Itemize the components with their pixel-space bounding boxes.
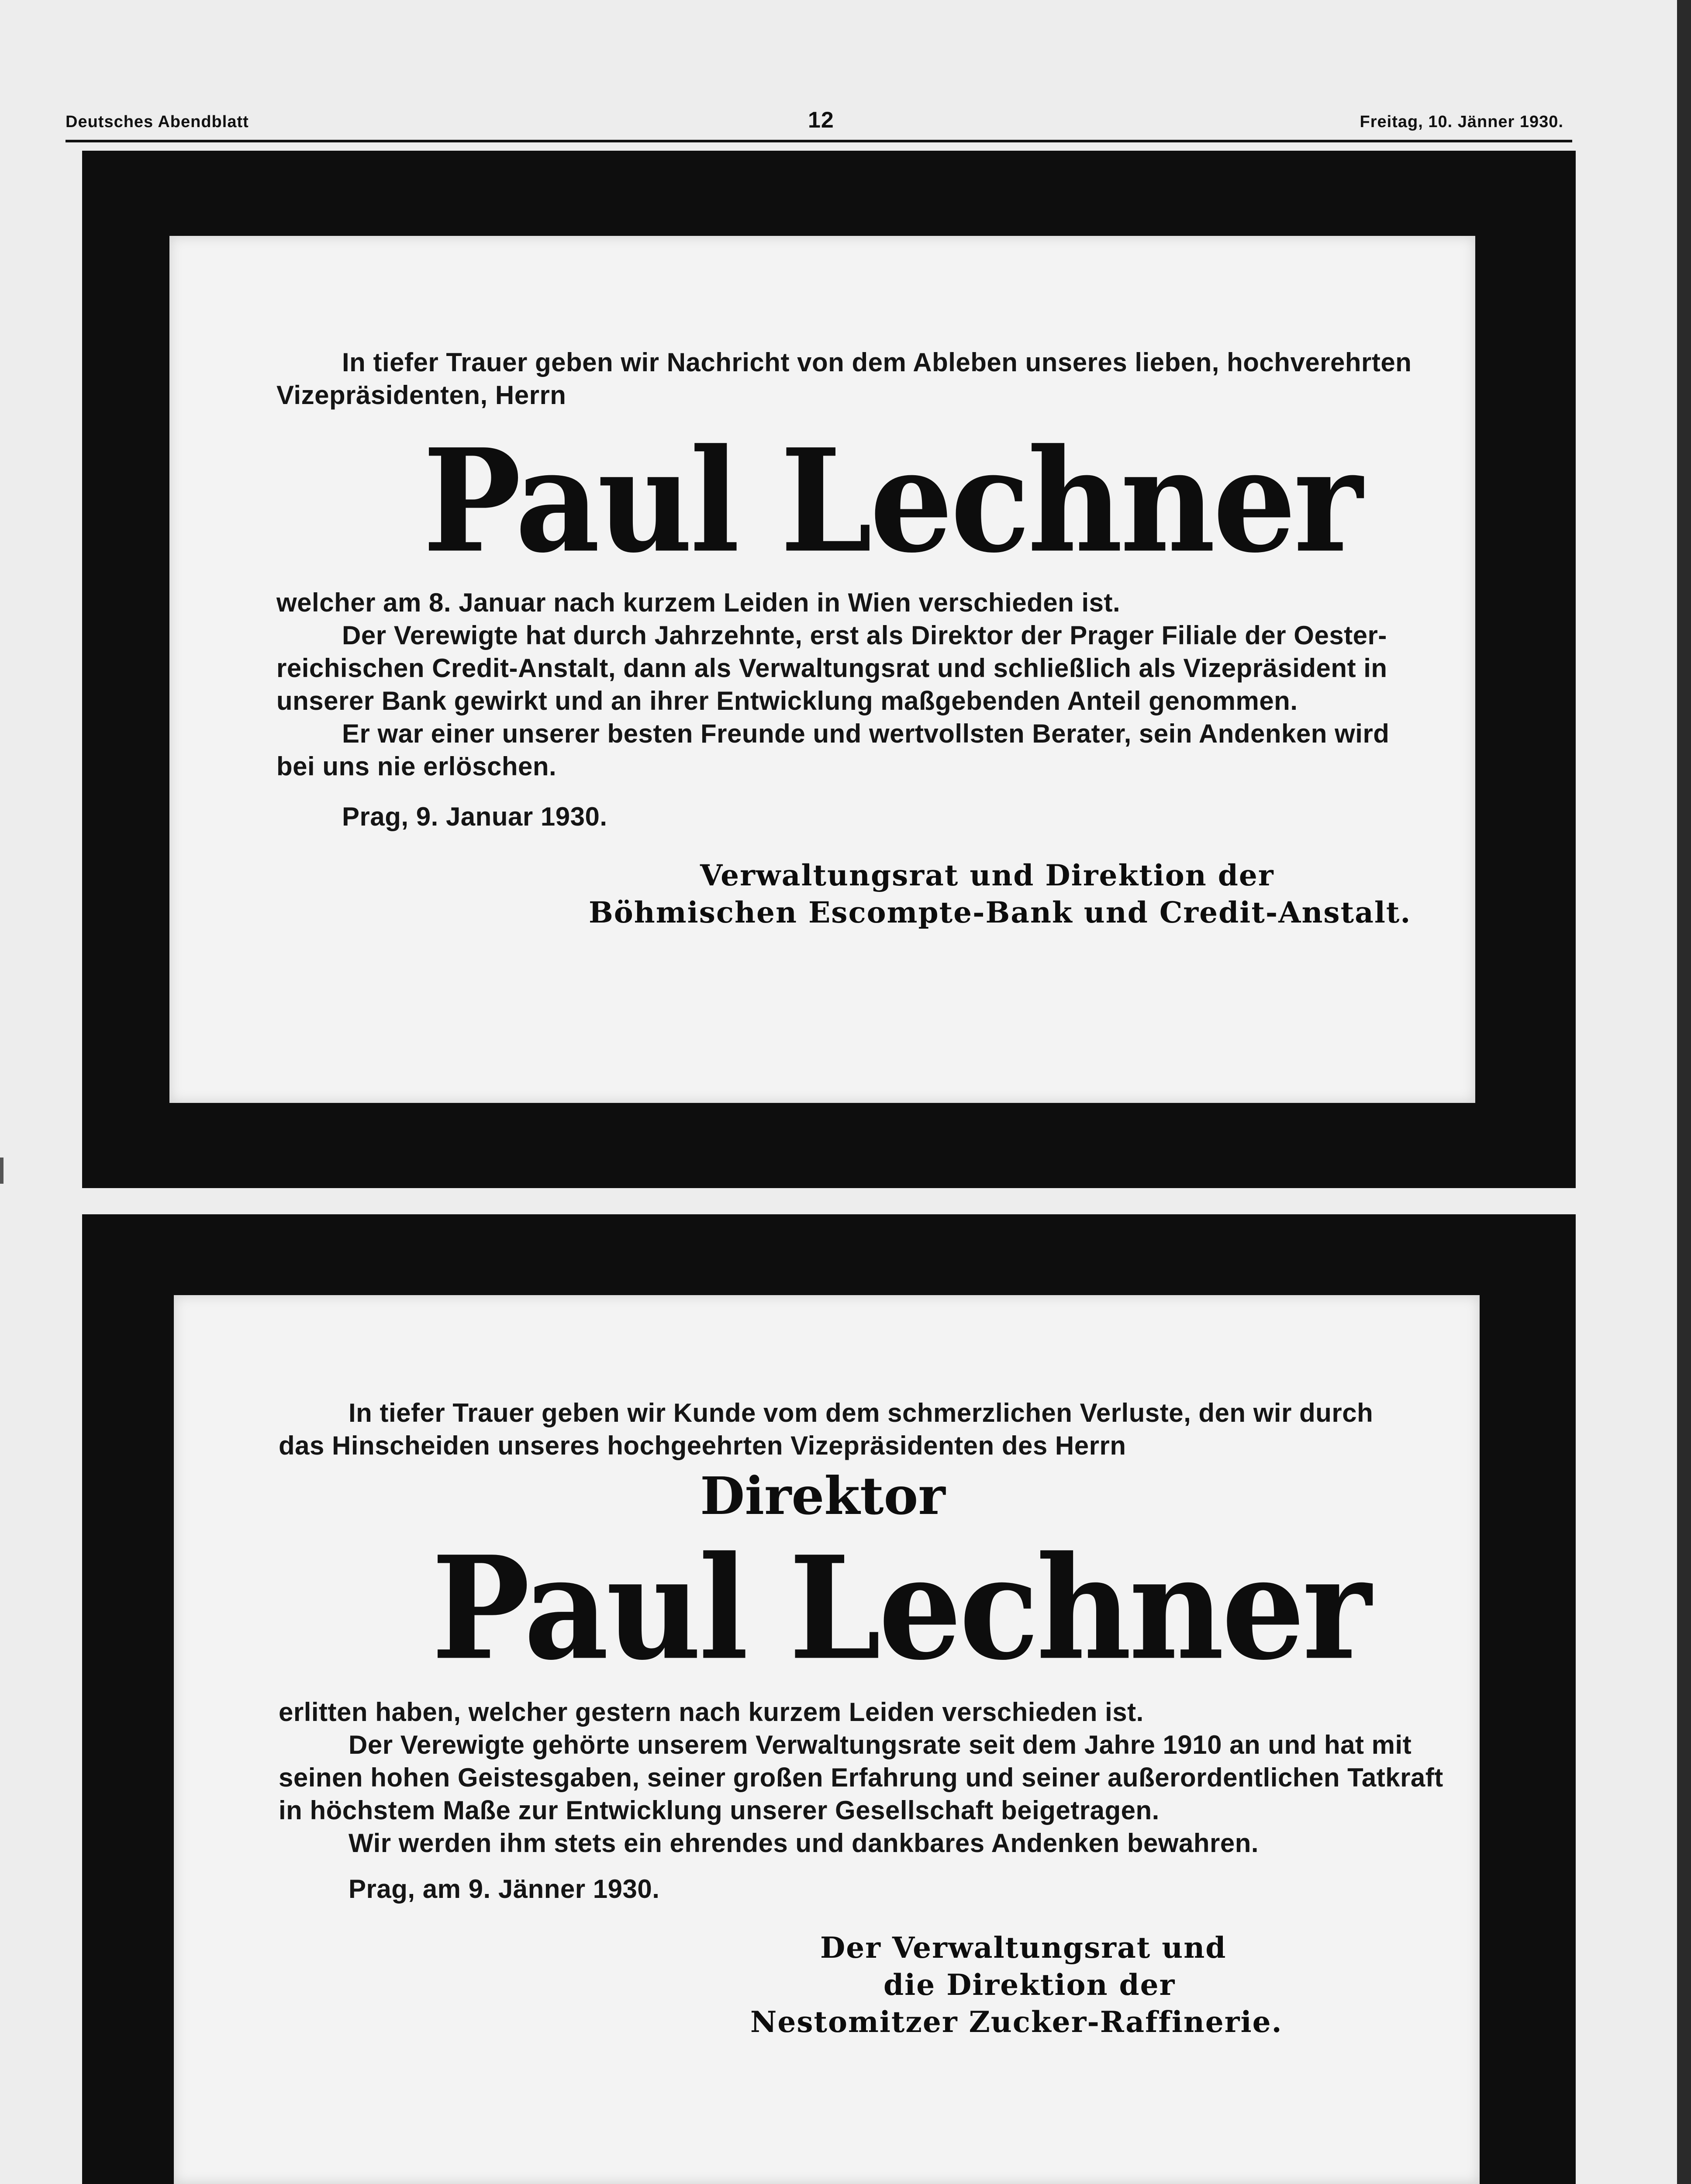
obituary-notice-2 — [174, 1295, 1480, 2184]
notice2-signature-line2: die Direktion der — [883, 1968, 1176, 2002]
header-newspaper-name: Deutsches Abendblatt — [66, 113, 249, 131]
notice2-deceased-name: Paul Lechner — [431, 1524, 1369, 1692]
notice1-body-line3: reichischen Credit-Anstalt, dann als Verwaltungsrat und schließlich als Vizepräsident in — [276, 653, 1387, 683]
obituary-notice-1 — [169, 236, 1475, 1103]
notice2-body-line3: seinen hohen Geistesgaben, seiner großen Erfahrung und seiner außerordentlichen Tatkraft — [279, 1763, 1443, 1792]
obituary-notice-2-border — [82, 1214, 1576, 2184]
notice2-intro-line1: In tiefer Trauer geben wir Kunde vom dem schmerzlichen Verluste, den wir durch — [349, 1398, 1374, 1427]
notice1-intro-line1: In tiefer Trauer geben wir Nachricht von dem Ableben unseres lieben, hochverehrten — [342, 348, 1412, 377]
obituary-notice-1-border — [82, 151, 1576, 1188]
header-date: Freitag, 10. Jänner 1930. — [1360, 113, 1563, 131]
notice2-body-line5: Wir werden ihm stets ein ehrendes und dankbares Andenken bewahren. — [349, 1828, 1259, 1858]
notice2-body-line4: in höchstem Maße zur Entwicklung unserer Gesellschaft beigetragen. — [279, 1796, 1160, 1825]
notice1-signature-line1: Verwaltungsrat und Direktion der — [700, 858, 1274, 892]
binding-spine — [1677, 0, 1691, 2184]
page-header — [66, 105, 1572, 142]
notice2-title: Direktor — [700, 1465, 946, 1526]
notice1-date: Prag, 9. Januar 1930. — [342, 802, 607, 831]
notice1-body-line1: welcher am 8. Januar nach kurzem Leiden in Wien verschieden ist. — [276, 588, 1121, 617]
scan-edge-mark — [0, 1158, 3, 1184]
notice1-signature-line2: Böhmischen Escompte-Bank und Credit-Anstalt. — [589, 895, 1411, 930]
notice2-signature-line3: Nestomitzer Zucker-Raffinerie. — [750, 2005, 1283, 2039]
notice1-intro-line2: Vizepräsidenten, Herrn — [276, 380, 566, 410]
notice2-body-line2: Der Verewigte gehörte unserem Verwaltungsrate seit dem Jahre 1910 an und hat mit — [349, 1730, 1412, 1759]
notice2-body-line1: erlitten haben, welcher gestern nach kurzem Leiden verschieden ist. — [279, 1697, 1144, 1727]
notice1-deceased-name: Paul Lechner — [423, 417, 1360, 584]
notice2-intro-line2: das Hinscheiden unseres hochgeehrten Vizepräsidenten des Herrn — [279, 1431, 1126, 1460]
notice1-body-line4: unserer Bank gewirkt und an ihrer Entwicklung maßgebenden Anteil genommen. — [276, 686, 1298, 715]
notice2-date: Prag, am 9. Jänner 1930. — [349, 1874, 660, 1904]
notice2-signature-line1: Der Verwaltungsrat und — [820, 1931, 1227, 1965]
header-page-number: 12 — [808, 107, 834, 133]
notice1-body-line2: Der Verewigte hat durch Jahrzehnte, erst als Direktor der Prager Filiale der Oester- — [342, 621, 1387, 650]
notice1-body-line5: Er war einer unserer besten Freunde und wertvollsten Berater, sein Andenken wird — [342, 719, 1390, 748]
notice1-body-line6: bei uns nie erlöschen. — [276, 752, 557, 781]
